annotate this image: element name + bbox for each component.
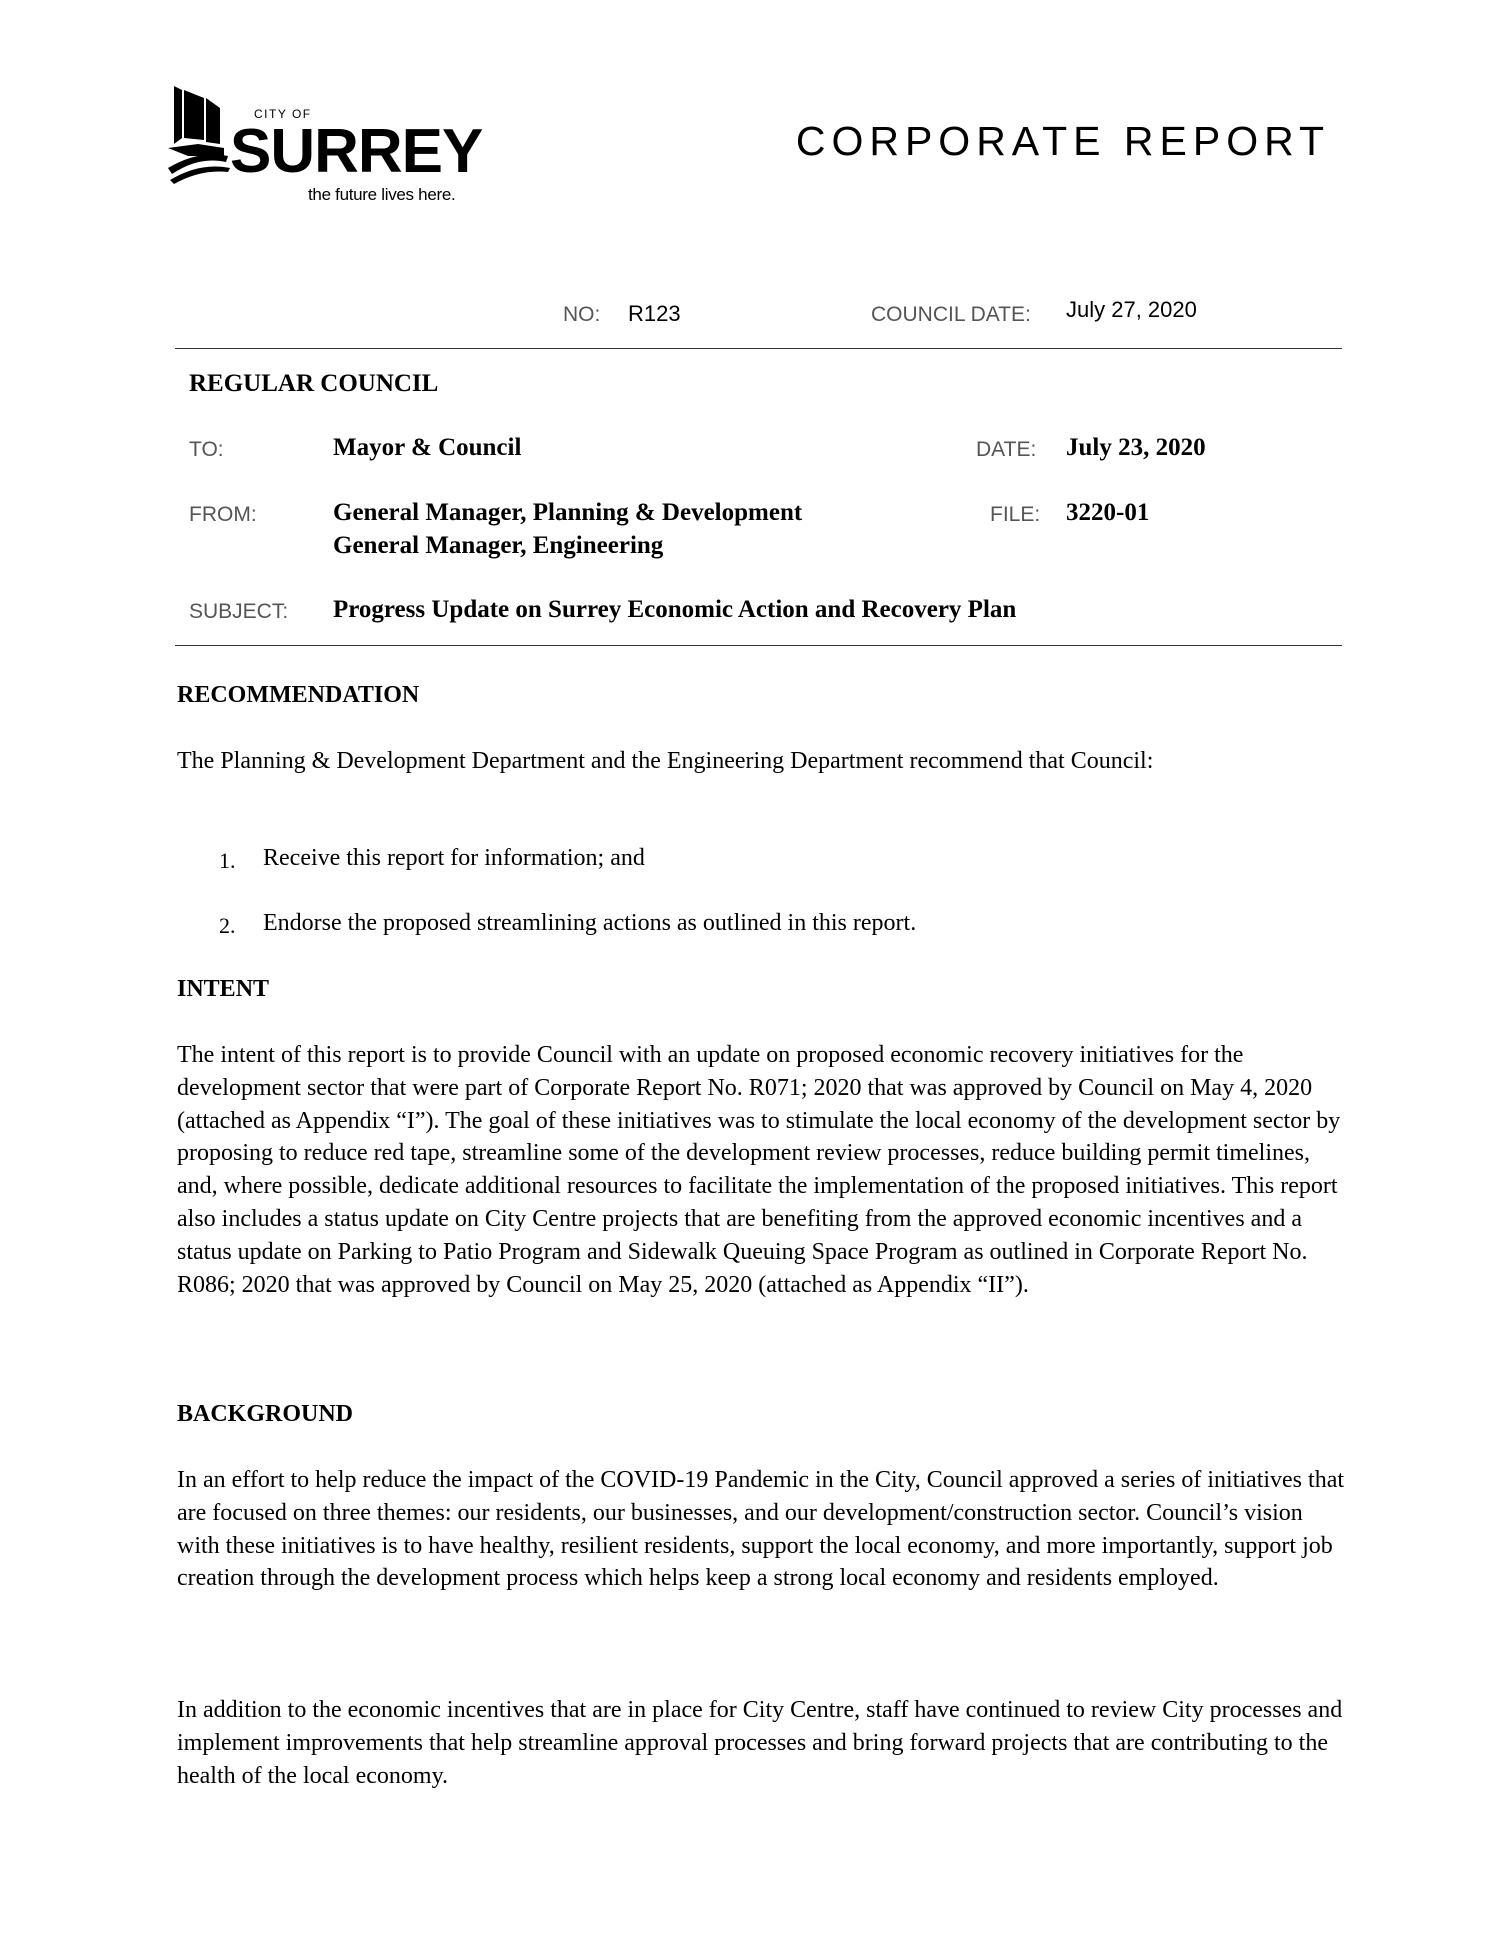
from-line-2: General Manager, Engineering	[333, 532, 664, 559]
file-label: FILE:	[990, 503, 1041, 526]
subject-value: Progress Update on Surrey Economic Action and Recovery Plan	[333, 596, 1017, 623]
no-label: NO:	[563, 303, 601, 326]
background-heading: BACKGROUND	[177, 1401, 354, 1427]
date-value: July 23, 2020	[1066, 434, 1206, 461]
council-date-label: COUNCIL DATE:	[871, 303, 1031, 326]
council-date-value: July 27, 2020	[1066, 297, 1197, 322]
file-value: 3220-01	[1066, 499, 1150, 526]
svg-text:the future lives here.: the future lives here.	[308, 185, 456, 204]
recommendation-heading: RECOMMENDATION	[177, 682, 420, 708]
report-number: R123	[628, 301, 681, 326]
header-divider	[175, 348, 1342, 349]
list-item: Endorse the proposed streamlining actions as outlined in this report.	[263, 910, 917, 936]
background-paragraph-2: In addition to the economic incentives that are in place for City Centre, staff have continued to review City processes and implement improvements that help streamline approval processes and bring forward projects that are contributing to the health of the local economy.	[177, 1697, 1343, 1789]
date-label: DATE:	[976, 438, 1037, 461]
section-label: REGULAR COUNCIL	[189, 370, 439, 397]
to-value: Mayor & Council	[333, 434, 522, 461]
report-title: CORPORATE REPORT	[795, 118, 1330, 164]
recommendation-intro: The Planning & Development Department and the Engineering Department recommend that Council:	[177, 748, 1154, 774]
from-line-1: General Manager, Planning & Development	[333, 499, 803, 526]
background-paragraph-1: In an effort to help reduce the impact of the COVID-19 Pandemic in the City, Council approved a series of initiatives that are focused on three themes: our residents, our businesses, and our development/construction sector. Council’s vision with these initiatives is to have healthy, resilient residents, support the local economy, and more importantly, support job creation through the development process which helps keep a strong local economy and residents employed.	[177, 1467, 1345, 1592]
subject-label: SUBJECT:	[189, 600, 289, 623]
list-item: Receive this report for information; and	[263, 845, 645, 871]
intent-body: The intent of this report is to provide Council with an update on proposed economic recovery initiatives for the development sector that were part of Corporate Report No. R071; 2020 that was approved by Council on May 4, 2020 (attached as Appendix “I”). The goal of these initiatives was to stimulate the local economy of the development sector by proposing to reduce red tape, streamline some of the development review processes, reduce building permit timelines, and, where possible, dedicate additional resources to facilitate the implementation of the proposed initiatives. This report also includes a status update on City Centre projects that are benefiting from the approved economic incentives and a status update on Parking to Patio Program and Sidewalk Queuing Space Program as outlined in Corporate Report No. R086; 2020 that was approved by Council on May 25, 2020 (attached as Appendix “II”).	[177, 1042, 1341, 1298]
to-label: TO:	[189, 438, 224, 461]
city-logo	[168, 86, 488, 206]
list-number: 2.	[219, 913, 236, 938]
intent-heading: INTENT	[177, 976, 270, 1002]
list-number: 1.	[219, 848, 236, 873]
from-label: FROM:	[189, 503, 257, 526]
svg-text:SURREY: SURREY	[230, 117, 483, 186]
svg-text:CITY OF: CITY OF	[254, 107, 312, 121]
memo-divider	[175, 645, 1342, 646]
